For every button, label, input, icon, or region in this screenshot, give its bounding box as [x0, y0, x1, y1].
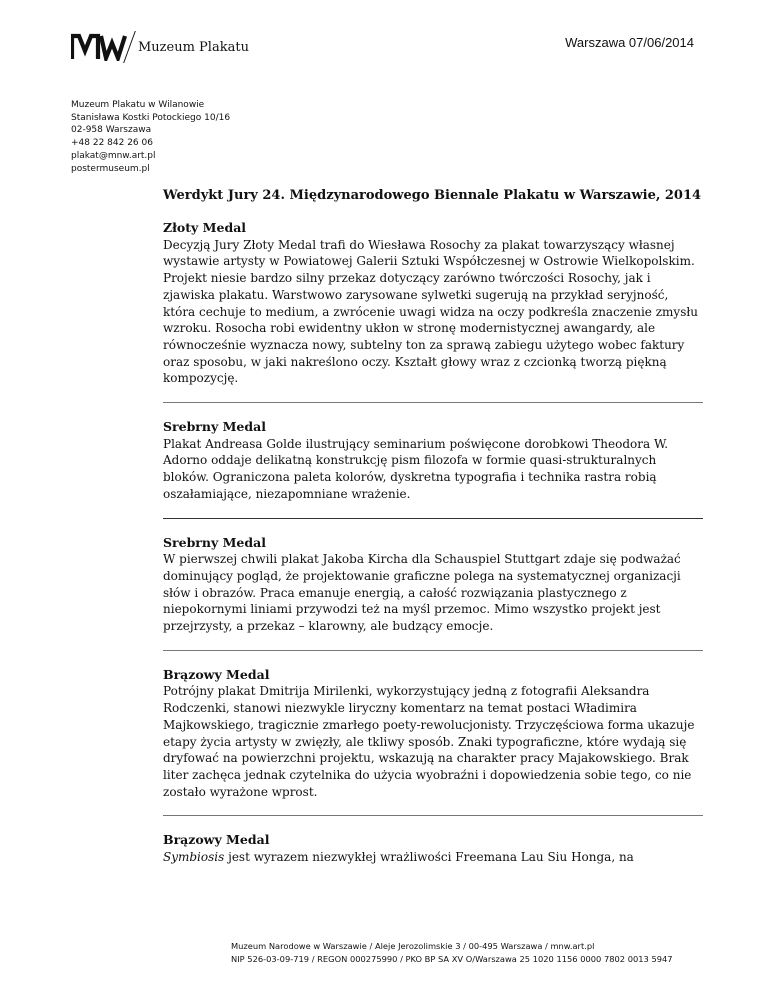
section-text — [163, 849, 703, 866]
section-text: Decyzją Jury Złoty Medal trafi do Wiesława Rosochy za plakat towarzyszący własnej wystawie artysty w Powiatowej Galerii Sztuki Współczesnej w Ostrowie Wielkopolskim. Projekt niesie bardzo silny przekaz dotyczący zarówno twórczości Rosochy, jak i zjawiska plakatu. Warstwowo zarysowane sylwetki sugerują na przykład seryjność, która cechuje to medium, a zwrócenie uwagi widza na oczy podkreśla znaczenie zmysłu wzroku. Rosocha robi ewidentny ukłon w stronę modernistycznej awangardy, ale równocześnie wyznacza nowy, subtelny ton za sprawą zabiegu użytego wobec faktury oraz sposobu, w jaki nakreślono oczy. Kształt głowy wraz z czcionką tworzą piękną kompozycję. — [163, 237, 698, 386]
section-bronze-medal-1 — [163, 667, 703, 817]
logo-text: Muzeum Plakatu — [138, 39, 249, 55]
footer-registration: NIP 526-03-09-719 / REGON 000275990 / PKO BP SA XV O/Warszawa 25 1020 1156 0000 7802 0013 5947 — [231, 953, 673, 964]
section-text: Plakat Andreasa Golde ilustrujący seminarium poświęcone dorobkowi Theodora W. Adorno oddaje delikatną konstrukcję pism filozofa w formie quasi-strukturalnych bloków. Ograniczona paleta kolorów, dyskretna typografia i technika rastra robią oszałamiające, niezapomniane wrażenie. — [163, 436, 669, 501]
address-line-city: 02-958 Warszawa — [71, 125, 152, 136]
address-line-street: Stanisława Kostki Potockiego 10/16 — [71, 112, 231, 123]
footer-address: Muzeum Narodowe w Warszawie / Aleje Jerozolimskie 3 / 00-495 Warszawa / mnw.art.pl — [231, 941, 595, 951]
section-bronze-medal-2 — [163, 832, 703, 880]
section-heading: Brązowy Medal — [163, 666, 270, 682]
section-heading: Srebrny Medal — [163, 534, 266, 550]
section-text: W pierwszej chwili plakat Jakoba Kircha dla Schauspiel Stuttgart zdaje się podważać dominujący pogląd, że projektowanie graficzne polega na systematycznej organizacji słów i obrazów. Praca emanuje energią, a całość rozwiązania plastycznego z niepokornymi liniami przywodzi też na myśl przemoc. Mimo wszystko projekt jest przejrzysty, a przekaz – klarowny, ale budzący emocje. — [163, 552, 681, 634]
mnw-logo-icon — [71, 33, 127, 61]
section-heading: Brązowy Medal — [163, 832, 270, 848]
section-heading: Złoty Medal — [163, 220, 247, 235]
page-footer — [231, 940, 673, 965]
address-line-email[interactable]: plakat@mnw.art.pl — [71, 150, 156, 161]
section-text: Potrójny plakat Dmitrija Mirilenki, wykorzystujący jedną z fotografii Aleksandra Rodczenki, stanowi niezwykle liryczny komentarz na temat postaci Władimira Majkowskiego, tragicznie zmarłego poety-rewolucjonisty. Trzyczęściowa forma ukazuje etapy życia artysty w zwięzły, ale tkliwy sposób. Znaki typograficzne, które wydają się dryfować na powierzchni projektu, wskazują na charakter pracy Majakowskiego. Brak liter zachęca jednak czytelnika do użycia wyobraźni i dopowiedzenia sobie tego, co nie zostało wyrażone wprost. — [163, 684, 695, 799]
address-line-institution: Muzeum Plakatu w Wilanowie — [71, 100, 205, 110]
section-gold-medal — [163, 220, 703, 403]
museum-logo — [71, 33, 249, 61]
document-title: Werdykt Jury 24. Międzynarodowego Biennale Plakatu w Warszawie, 2014 — [163, 188, 702, 203]
section-silver-medal-1 — [163, 419, 703, 519]
document-body — [163, 186, 703, 897]
address-block — [71, 99, 230, 175]
address-line-website[interactable]: postermuseum.pl — [71, 163, 150, 174]
date-line: Warszawa 07/06/2014 — [565, 35, 694, 50]
section-text-continuation: jest wyrazem niezwykłej wrażliwości Freemana Lau Siu Honga, na — [224, 850, 634, 865]
section-heading: Srebrny Medal — [163, 419, 266, 435]
poster-title: Symbiosis — [163, 850, 225, 865]
address-line-phone: +48 22 842 26 06 — [71, 138, 153, 149]
section-silver-medal-2 — [163, 535, 703, 651]
